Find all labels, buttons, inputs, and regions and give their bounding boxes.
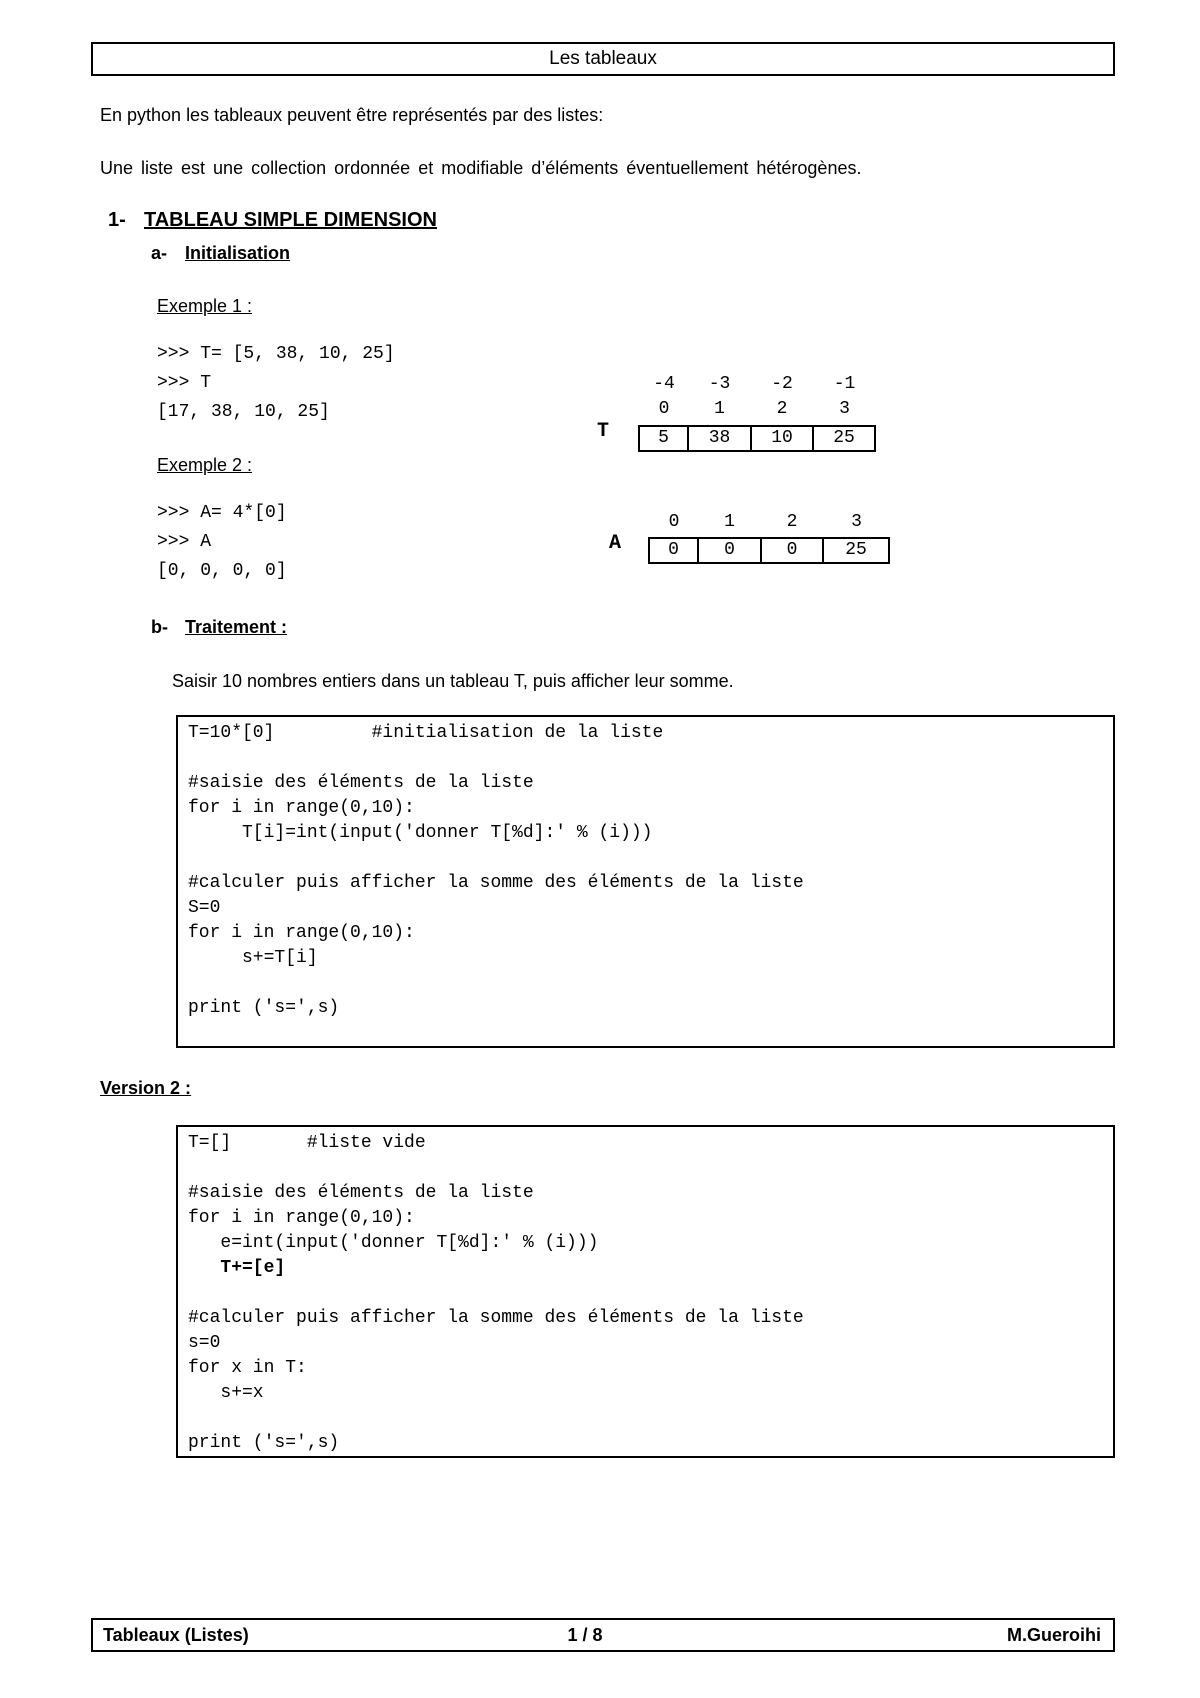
code-line: S=0: [188, 898, 221, 918]
footer-author: M.Gueroihi: [1007, 1625, 1101, 1645]
array-t-cell: 10: [752, 427, 814, 450]
code-line: T=[] #liste vide: [188, 1133, 426, 1153]
array-t-negative-indices: [640, 374, 876, 394]
code-line: for i in range(0,10):: [188, 1208, 415, 1228]
subsection-a-title: Initialisation: [185, 243, 291, 263]
array-t-cell: 25: [833, 428, 855, 448]
example-2-line: >>> A= 4*[0]: [157, 503, 287, 523]
page-title: Les tableaux: [91, 42, 1115, 76]
array-t-index: 3: [839, 399, 850, 419]
code-line: for i in range(0,10):: [188, 798, 415, 818]
code-line: for i in range(0,10):: [188, 923, 415, 943]
subsection-b-heading: [151, 617, 287, 638]
array-t-neg-index: -3: [708, 374, 731, 394]
code-line: [188, 846, 1113, 871]
array-t-name: T: [597, 420, 610, 443]
code-line: e=int(input('donner T[%d]:' % (i))): [188, 1233, 599, 1253]
code-line: #saisie des éléments de la liste: [188, 773, 534, 793]
array-a-index: 3: [851, 512, 862, 532]
intro-line-2: Une liste est une collection ordonnée et modifiable d’éléments éventuellement hétérogènes.: [100, 158, 862, 178]
intro-line-1: En python les tableaux peuvent être représentés par des listes:: [100, 105, 604, 125]
code-line: #saisie des éléments de la liste: [188, 1183, 534, 1203]
array-t-neg-index: -2: [771, 374, 793, 394]
code-line: T[i]=int(input('donner T[%d]:' % (i))): [188, 823, 653, 843]
array-t-indices: [640, 399, 876, 419]
section-heading: [108, 209, 437, 232]
array-t-index: 2: [776, 399, 788, 419]
code-line: T+=[e]: [188, 1258, 286, 1278]
array-t-cells: [638, 425, 876, 452]
subsection-b-letter: b-: [151, 617, 168, 637]
array-t-neg-index: -4: [653, 374, 675, 394]
array-a-cell: 0: [650, 539, 699, 562]
code-line: print ('s=',s): [188, 998, 340, 1018]
code-block-1: [176, 715, 1115, 1048]
code-line: [188, 746, 1113, 771]
code-line: [188, 971, 1113, 996]
version-2-label: Version 2 :: [100, 1078, 192, 1098]
example-2-line: [0, 0, 0, 0]: [157, 561, 287, 581]
code-line: [188, 1156, 1113, 1181]
subsection-a-heading: [151, 243, 290, 264]
example-1-label: Exemple 1 :: [157, 296, 253, 316]
task-description: Saisir 10 nombres entiers dans un tableau T, puis afficher leur somme.: [172, 671, 734, 691]
subsection-b-title: Traitement :: [185, 617, 288, 637]
array-t-cell: 5: [640, 427, 689, 450]
example-2-line: >>> A: [157, 532, 212, 552]
code-line: [188, 1406, 1113, 1431]
array-a-cell: 0: [762, 539, 824, 562]
array-a-cell: 25: [845, 540, 867, 560]
example-1-line: >>> T= [5, 38, 10, 25]: [157, 344, 395, 364]
code-line: for x in T:: [188, 1358, 307, 1378]
array-t-index: 1: [714, 399, 725, 419]
example-1-line: [17, 38, 10, 25]: [157, 402, 330, 422]
array-a-index: 2: [786, 512, 798, 532]
section-number: 1-: [108, 209, 126, 231]
code-block-2: [176, 1125, 1115, 1458]
array-t-cell: 38: [689, 427, 752, 450]
example-1-line: >>> T: [157, 373, 212, 393]
page-footer: [91, 1618, 1115, 1652]
array-a-index: 0: [668, 512, 680, 532]
code-line: #calculer puis afficher la somme des éléments de la liste: [188, 873, 804, 893]
array-a-index: 1: [724, 512, 735, 532]
subsection-a-letter: a-: [151, 243, 168, 263]
array-a-indices: [650, 512, 890, 532]
code-line: s=0: [188, 1333, 221, 1353]
code-line: s+=x: [188, 1383, 264, 1403]
array-t-neg-index: -1: [833, 374, 856, 394]
footer-left-text: Tableaux (Listes): [103, 1625, 249, 1645]
array-t-index: 0: [658, 399, 670, 419]
array-a-cell: 0: [699, 539, 762, 562]
code-line: [188, 1281, 1113, 1306]
array-a-name: A: [609, 532, 622, 555]
code-line: print ('s=',s): [188, 1433, 340, 1453]
code-line: s+=T[i]: [188, 948, 318, 968]
section-title: TABLEAU SIMPLE DIMENSION: [144, 209, 437, 231]
code-line: #calculer puis afficher la somme des éléments de la liste: [188, 1308, 804, 1328]
array-a-cells: [648, 537, 890, 564]
example-2-label: Exemple 2 :: [157, 455, 253, 475]
page-number: 1 / 8: [567, 1625, 603, 1645]
code-line: T=10*[0] #initialisation de la liste: [188, 723, 664, 743]
